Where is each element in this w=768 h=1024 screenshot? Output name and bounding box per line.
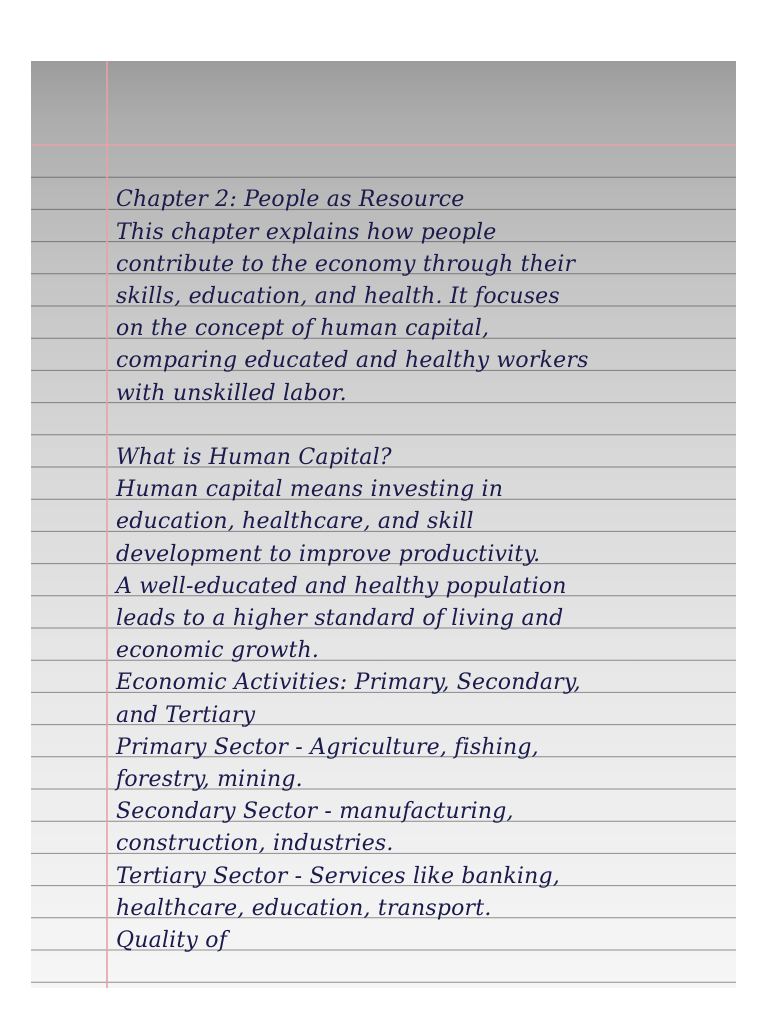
note-line: Primary Sector - Agriculture, fishing, — [116, 734, 539, 760]
note-line: Human capital means investing in — [116, 477, 504, 503]
note-line: contribute to the economy through their — [116, 251, 576, 277]
note-line: healthcare, education, transport. — [116, 895, 492, 921]
note-line: Secondary Sector - manufacturing, — [116, 799, 514, 825]
note-line: education, healthcare, and skill — [116, 509, 474, 535]
note-line: forestry, mining. — [116, 767, 303, 792]
note-line: Tertiary Sector - Services like banking, — [116, 863, 560, 889]
note-line: leads to a higher standard of living and — [116, 606, 564, 631]
note-line: economic growth. — [116, 638, 320, 664]
note-line: Economic Activities: Primary, Secondary, — [116, 670, 581, 696]
note-line: Chapter 2: People as Resource — [116, 187, 465, 213]
handwritten-notes — [31, 61, 736, 988]
note-line: comparing educated and healthy workers — [116, 348, 589, 374]
note-line: skills, education, and health. It focuses — [116, 284, 560, 309]
note-line: Quality of — [116, 928, 228, 953]
notebook-page — [31, 61, 736, 988]
note-line: and Tertiary — [116, 702, 256, 728]
note-line: development to improve productivity. — [116, 541, 541, 567]
note-line: construction, industries. — [116, 831, 394, 857]
note-line: This chapter explains how people — [116, 219, 497, 245]
note-line: on the concept of human capital, — [116, 316, 490, 342]
note-line: with unskilled labor. — [116, 380, 347, 406]
note-line: What is Human Capital? — [116, 445, 392, 470]
note-line: A well-educated and healthy population — [116, 573, 567, 599]
